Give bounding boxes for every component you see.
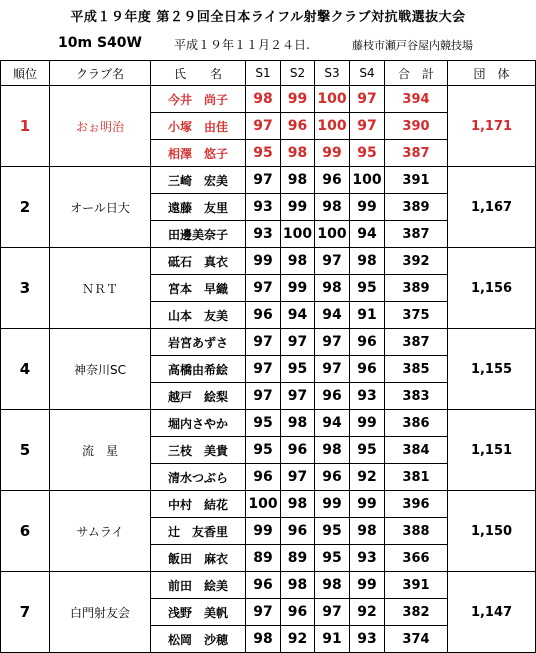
score-s2-cell: 89	[281, 545, 315, 572]
table-row	[1, 572, 536, 599]
score-s4-cell: 93	[350, 545, 385, 572]
individual-total-cell: 374	[385, 626, 448, 653]
score-s1-cell: 97	[246, 356, 281, 383]
score-s4-cell: 93	[350, 383, 385, 410]
header-s4: S4	[350, 61, 385, 86]
event-name: 10m S40W	[58, 35, 142, 51]
score-s1-cell: 89	[246, 545, 281, 572]
score-s2-cell: 97	[281, 464, 315, 491]
club-name-cell: 流 星	[50, 410, 151, 491]
score-s4-cell: 96	[350, 356, 385, 383]
rank-cell: 7	[1, 572, 50, 653]
score-s3-cell: 96	[315, 464, 350, 491]
table-row	[1, 410, 536, 437]
shooter-name-cell: 飯田 麻衣	[151, 545, 246, 572]
score-s2-cell: 98	[281, 140, 315, 167]
score-s3-cell: 98	[315, 194, 350, 221]
table-row	[1, 248, 536, 275]
rank-cell: 5	[1, 410, 50, 491]
team-total-cell: 1,151	[448, 410, 536, 491]
score-s1-cell: 93	[246, 194, 281, 221]
team-total-cell: 1,155	[448, 329, 536, 410]
score-s4-cell: 97	[350, 86, 385, 113]
score-s1-cell: 97	[246, 599, 281, 626]
shooter-name-cell: 清水つぶら	[151, 464, 246, 491]
score-s4-cell: 99	[350, 572, 385, 599]
score-s4-cell: 96	[350, 329, 385, 356]
rank-cell: 1	[1, 86, 50, 167]
shooter-name-cell: 松岡 沙穂	[151, 626, 246, 653]
individual-total-cell: 375	[385, 302, 448, 329]
header-s2: S2	[281, 61, 315, 86]
score-s2-cell: 99	[281, 86, 315, 113]
score-s4-cell: 93	[350, 626, 385, 653]
individual-total-cell: 385	[385, 356, 448, 383]
score-s2-cell: 98	[281, 572, 315, 599]
score-s4-cell: 99	[350, 194, 385, 221]
shooter-name-cell: 遠藤 友里	[151, 194, 246, 221]
individual-total-cell: 390	[385, 113, 448, 140]
score-s2-cell: 98	[281, 248, 315, 275]
score-s1-cell: 97	[246, 329, 281, 356]
score-s2-cell: 97	[281, 383, 315, 410]
score-s3-cell: 96	[315, 383, 350, 410]
individual-total-cell: 391	[385, 167, 448, 194]
shooter-name-cell: 三崎 宏美	[151, 167, 246, 194]
individual-total-cell: 366	[385, 545, 448, 572]
score-s3-cell: 96	[315, 167, 350, 194]
results-table	[0, 60, 536, 653]
score-s3-cell: 94	[315, 302, 350, 329]
header-s1: S1	[246, 61, 281, 86]
header-name: 氏 名	[151, 61, 246, 86]
score-s1-cell: 96	[246, 572, 281, 599]
score-s3-cell: 100	[315, 221, 350, 248]
shooter-name-cell: 今井 尚子	[151, 86, 246, 113]
shooter-name-cell: 山本 友美	[151, 302, 246, 329]
score-s3-cell: 100	[315, 86, 350, 113]
club-name-cell: オール日大	[50, 167, 151, 248]
score-s1-cell: 95	[246, 410, 281, 437]
score-s4-cell: 97	[350, 113, 385, 140]
score-s1-cell: 96	[246, 464, 281, 491]
score-s2-cell: 95	[281, 356, 315, 383]
score-s4-cell: 99	[350, 491, 385, 518]
score-s2-cell: 100	[281, 221, 315, 248]
score-s1-cell: 99	[246, 248, 281, 275]
score-s3-cell: 95	[315, 545, 350, 572]
score-s2-cell: 96	[281, 437, 315, 464]
score-s2-cell: 99	[281, 275, 315, 302]
score-s3-cell: 98	[315, 275, 350, 302]
score-s4-cell: 98	[350, 518, 385, 545]
page-title: 平成１９年度 第２９回全日本ライフル射撃クラブ対抗戦選抜大会	[70, 10, 466, 25]
score-s2-cell: 97	[281, 329, 315, 356]
score-s4-cell: 98	[350, 248, 385, 275]
score-s3-cell: 98	[315, 572, 350, 599]
club-name-cell: 白門射友会	[50, 572, 151, 653]
club-name-cell: 神奈川SC	[50, 329, 151, 410]
score-s3-cell: 97	[315, 356, 350, 383]
score-s2-cell: 98	[281, 491, 315, 518]
score-s1-cell: 97	[246, 113, 281, 140]
score-s1-cell: 100	[246, 491, 281, 518]
score-s3-cell: 99	[315, 491, 350, 518]
score-s3-cell: 97	[315, 329, 350, 356]
score-s1-cell: 99	[246, 518, 281, 545]
score-s1-cell: 95	[246, 140, 281, 167]
club-name-cell: ＮＲＴ	[50, 248, 151, 329]
score-s2-cell: 98	[281, 410, 315, 437]
shooter-name-cell: 岩宮あずさ	[151, 329, 246, 356]
shooter-name-cell: 田邊美奈子	[151, 221, 246, 248]
score-s3-cell: 97	[315, 248, 350, 275]
score-s3-cell: 94	[315, 410, 350, 437]
individual-total-cell: 383	[385, 383, 448, 410]
event-date: 平成１９年１１月２４日.	[174, 38, 310, 52]
individual-total-cell: 384	[385, 437, 448, 464]
score-s2-cell: 96	[281, 599, 315, 626]
score-s1-cell: 95	[246, 437, 281, 464]
table-row	[1, 491, 536, 518]
score-s4-cell: 99	[350, 410, 385, 437]
score-s1-cell: 98	[246, 86, 281, 113]
individual-total-cell: 382	[385, 599, 448, 626]
rank-cell: 2	[1, 167, 50, 248]
individual-total-cell: 387	[385, 221, 448, 248]
individual-total-cell: 391	[385, 572, 448, 599]
header-row	[1, 61, 536, 86]
team-total-cell: 1,171	[448, 86, 536, 167]
shooter-name-cell: 前田 絵美	[151, 572, 246, 599]
individual-total-cell: 389	[385, 275, 448, 302]
score-s1-cell: 93	[246, 221, 281, 248]
score-s2-cell: 96	[281, 113, 315, 140]
club-name-cell: サムライ	[50, 491, 151, 572]
shooter-name-cell: 砥石 真衣	[151, 248, 246, 275]
rank-cell: 3	[1, 248, 50, 329]
table-row	[1, 167, 536, 194]
individual-total-cell: 389	[385, 194, 448, 221]
score-s1-cell: 96	[246, 302, 281, 329]
score-s2-cell: 94	[281, 302, 315, 329]
individual-total-cell: 388	[385, 518, 448, 545]
score-s2-cell: 92	[281, 626, 315, 653]
score-s4-cell: 100	[350, 167, 385, 194]
team-total-cell: 1,167	[448, 167, 536, 248]
event-venue: 藤枝市瀬戸谷屋内競技場	[352, 39, 473, 52]
score-s1-cell: 98	[246, 626, 281, 653]
shooter-name-cell: 高橋由希絵	[151, 356, 246, 383]
score-s3-cell: 91	[315, 626, 350, 653]
score-s4-cell: 95	[350, 437, 385, 464]
individual-total-cell: 387	[385, 140, 448, 167]
shooter-name-cell: 辻 友香里	[151, 518, 246, 545]
header-club: クラブ名	[50, 61, 151, 86]
rank-cell: 4	[1, 329, 50, 410]
team-total-cell: 1,156	[448, 248, 536, 329]
header-s3: S3	[315, 61, 350, 86]
score-s4-cell: 95	[350, 140, 385, 167]
shooter-name-cell: 相澤 悠子	[151, 140, 246, 167]
shooter-name-cell: 三枝 美貴	[151, 437, 246, 464]
score-s4-cell: 92	[350, 599, 385, 626]
score-s4-cell: 91	[350, 302, 385, 329]
score-s2-cell: 98	[281, 167, 315, 194]
score-s1-cell: 97	[246, 383, 281, 410]
shooter-name-cell: 浅野 美帆	[151, 599, 246, 626]
individual-total-cell: 396	[385, 491, 448, 518]
score-s2-cell: 96	[281, 518, 315, 545]
header-rank: 順位	[1, 61, 50, 86]
individual-total-cell: 386	[385, 410, 448, 437]
results-body	[1, 86, 536, 653]
score-s1-cell: 97	[246, 275, 281, 302]
shooter-name-cell: 小塚 由佳	[151, 113, 246, 140]
individual-total-cell: 387	[385, 329, 448, 356]
shooter-name-cell: 越戸 絵梨	[151, 383, 246, 410]
individual-total-cell: 381	[385, 464, 448, 491]
table-row	[1, 329, 536, 356]
header-team: 団 体	[448, 61, 536, 86]
score-s4-cell: 94	[350, 221, 385, 248]
event-info-row	[0, 35, 536, 55]
score-s3-cell: 99	[315, 140, 350, 167]
score-s3-cell: 98	[315, 437, 350, 464]
score-s3-cell: 95	[315, 518, 350, 545]
header-total: 合 計	[385, 61, 448, 86]
shooter-name-cell: 堀内さやか	[151, 410, 246, 437]
rank-cell: 6	[1, 491, 50, 572]
score-s2-cell: 99	[281, 194, 315, 221]
score-s4-cell: 95	[350, 275, 385, 302]
table-row	[1, 86, 536, 113]
score-s3-cell: 100	[315, 113, 350, 140]
score-s1-cell: 97	[246, 167, 281, 194]
shooter-name-cell: 宮本 早織	[151, 275, 246, 302]
individual-total-cell: 392	[385, 248, 448, 275]
individual-total-cell: 394	[385, 86, 448, 113]
team-total-cell: 1,147	[448, 572, 536, 653]
shooter-name-cell: 中村 結花	[151, 491, 246, 518]
team-total-cell: 1,150	[448, 491, 536, 572]
club-name-cell: おぉ明治	[50, 86, 151, 167]
score-s3-cell: 97	[315, 599, 350, 626]
score-s4-cell: 92	[350, 464, 385, 491]
